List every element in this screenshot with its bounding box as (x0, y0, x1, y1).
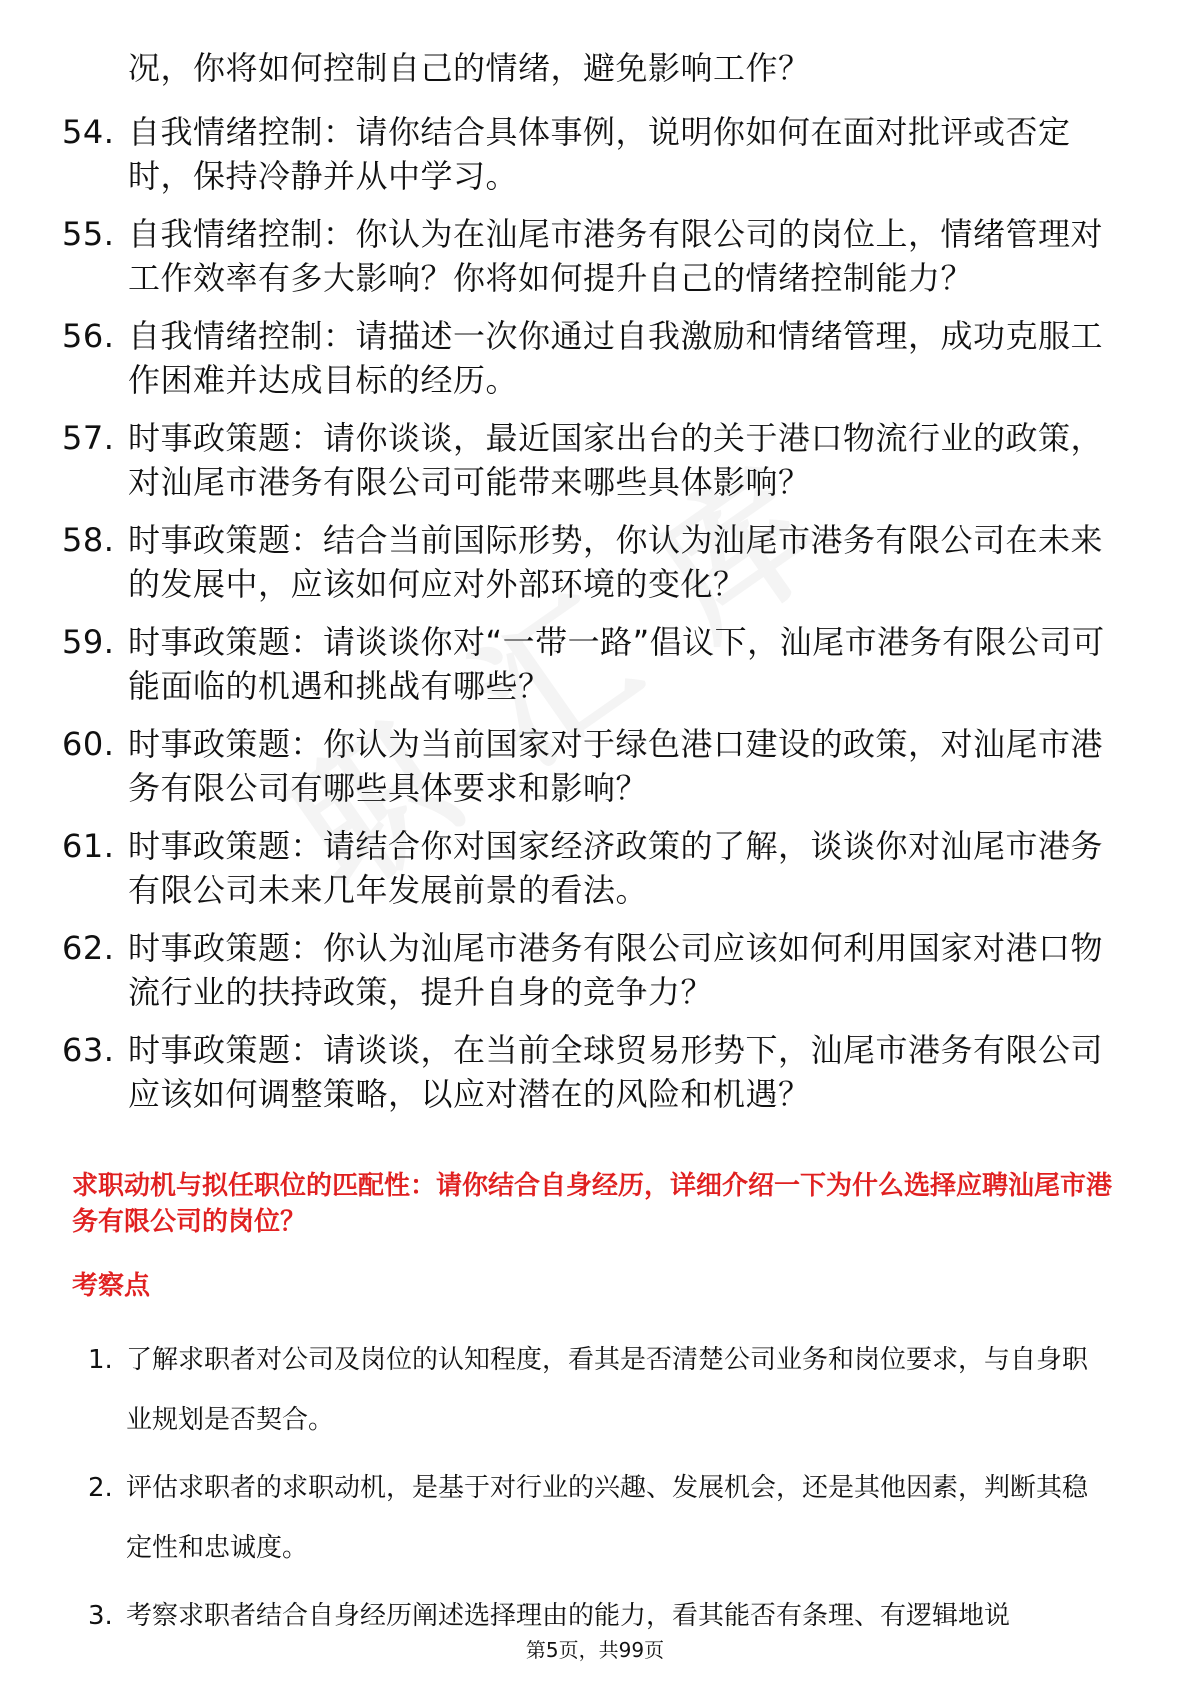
question-item (62, 926, 1112, 1014)
question-item (62, 212, 1112, 300)
question-number: 55. (62, 215, 115, 253)
point-number: 1. (88, 1345, 113, 1375)
question-number: 59. (62, 623, 115, 661)
question-text: 时事政策题：你认为汕尾市港务有限公司应该如何利用国家对港口物流行业的扶持政策，提升自身的竞争力？ (128, 929, 1104, 1011)
section-subtitle: 考察点 (72, 1271, 151, 1301)
question-item (62, 824, 1112, 912)
question-number: 63. (62, 1031, 115, 1069)
question-number: 61. (62, 827, 115, 865)
question-item (62, 518, 1112, 606)
question-text: 时事政策题：请你谈谈，最近国家出台的关于港口物流行业的政策，对汕尾市港务有限公司可能带来哪些具体影响？ (128, 419, 1104, 501)
question-item (62, 314, 1112, 402)
question-item (62, 110, 1112, 198)
question-text: 时事政策题：请谈谈你对“一带一路”倡议下，汕尾市港务有限公司可能面临的机遇和挑战有哪些？ (128, 623, 1105, 705)
question-number: 62. (62, 929, 115, 967)
point-text: 考察求职者结合自身经历阐述选择理由的能力，看其能否有条理、有逻辑地说 (126, 1601, 1011, 1631)
question-item (62, 722, 1112, 810)
question-text: 自我情绪控制：请你结合具体事例，说明你如何在面对批评或否定时，保持冷静并从中学习。 (128, 113, 1071, 195)
point-number: 3. (88, 1601, 113, 1631)
question-item (62, 416, 1112, 504)
question-text: 自我情绪控制：请描述一次你通过自我激励和情绪管理，成功克服工作困难并达成目标的经历。 (128, 317, 1104, 399)
point-number: 2. (88, 1473, 113, 1503)
question-text: 时事政策题：请结合你对国家经济政策的了解，谈谈你对汕尾市港务有限公司未来几年发展前景的看法。 (128, 827, 1104, 909)
question-text: 自我情绪控制：你认为在汕尾市港务有限公司的岗位上，情绪管理对工作效率有多大影响？你将如何提升自己的情绪控制能力？ (128, 215, 1104, 297)
continuation-text: 况，你将如何控制自己的情绪，避免影响工作？ (128, 49, 811, 87)
question-list (62, 110, 1112, 1130)
question-text: 时事政策题：你认为当前国家对于绿色港口建设的政策，对汕尾市港务有限公司有哪些具体要求和影响？ (128, 725, 1104, 807)
point-item (88, 1330, 1108, 1450)
question-item (62, 620, 1112, 708)
question-number: 54. (62, 113, 115, 151)
point-text: 了解求职者对公司及岗位的认知程度，看其是否清楚公司业务和岗位要求，与自身职业规划是否契合。 (126, 1345, 1089, 1435)
question-number: 57. (62, 419, 115, 457)
point-text: 评估求职者的求职动机，是基于对行业的兴趣、发展机会，还是其他因素，判断其稳定性和忠诚度。 (126, 1473, 1089, 1563)
page-footer: 第5页，共99页 (525, 1638, 665, 1662)
question-number: 60. (62, 725, 115, 763)
point-list (88, 1330, 1108, 1654)
point-item (88, 1458, 1108, 1578)
question-text: 时事政策题：请谈谈，在当前全球贸易形势下，汕尾市港务有限公司应该如何调整策略，以应对潜在的风险和机遇？ (128, 1031, 1104, 1113)
question-number: 58. (62, 521, 115, 559)
question-text: 时事政策题：结合当前国际形势，你认为汕尾市港务有限公司在未来的发展中，应该如何应对外部环境的变化？ (128, 521, 1104, 603)
question-item (62, 1028, 1112, 1116)
question-number: 56. (62, 317, 115, 355)
section-heading: 求职动机与拟任职位的匹配性：请你结合自身经历，详细介绍一下为什么选择应聘汕尾市港务有限公司的岗位？ (72, 1171, 1113, 1237)
